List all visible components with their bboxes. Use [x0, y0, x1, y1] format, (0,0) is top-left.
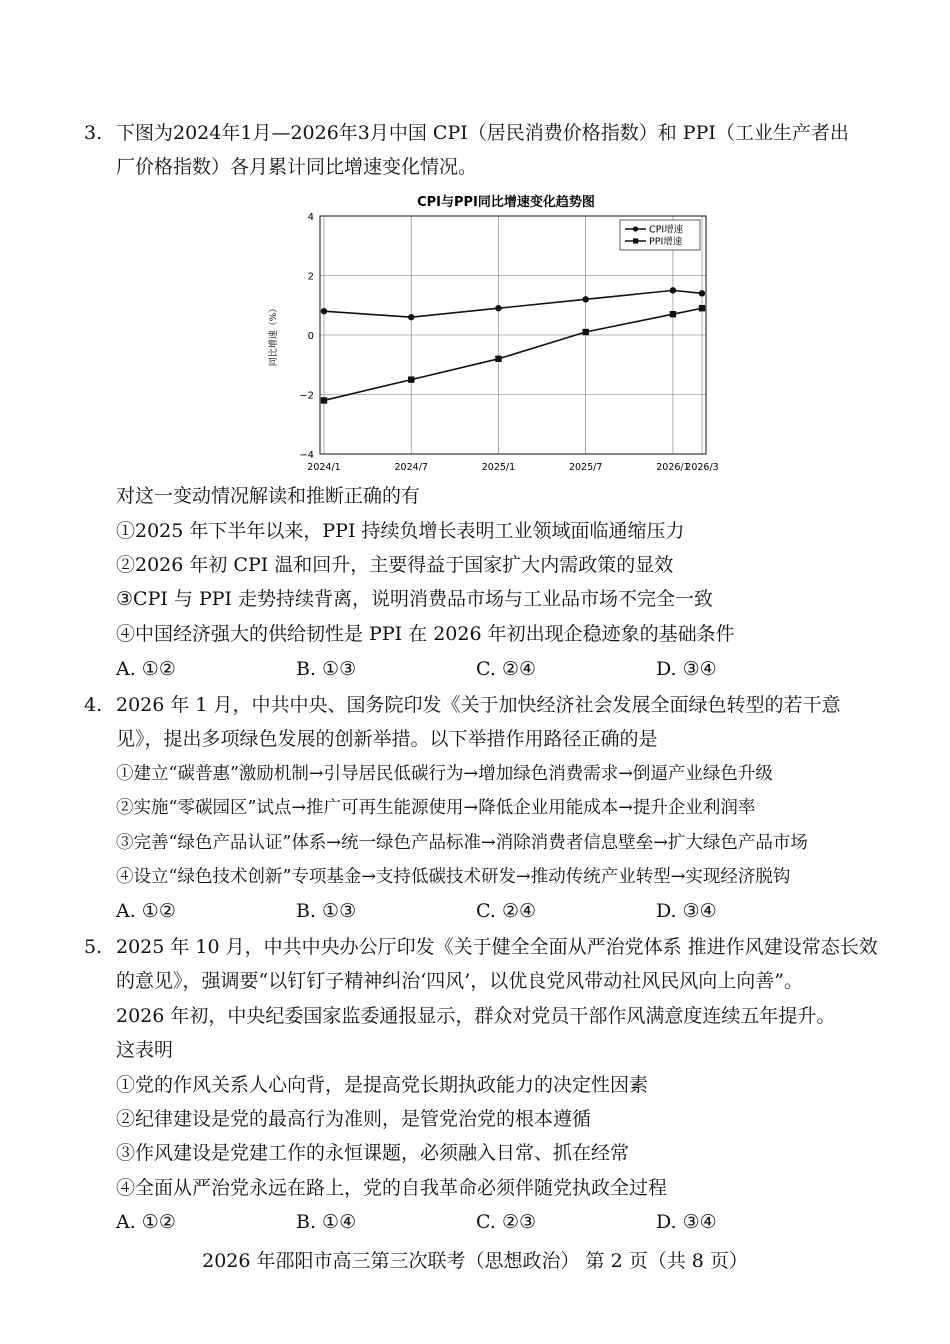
- q4-stem-line-1: 2026 年 1 月，中共中央、国务院印发《关于加快经济社会发展全面绿色转型的若干意: [116, 694, 841, 716]
- q5-stem-line-2: 的意见》，强调要“以钉钉子精神纠治‘四风’，以优良党风带动社风民风向上向善”。: [116, 970, 804, 992]
- ppi-point: [670, 311, 676, 317]
- chart-grid: [320, 216, 706, 454]
- q5-statement-4: ④全面从严治党永远在路上，党的自我革命必须伴随党执政全过程: [116, 1177, 668, 1199]
- cpi-point: [699, 290, 705, 296]
- q5-option-b: B. ①④: [296, 1211, 357, 1233]
- y-axis-label: 同比增速（%）: [269, 303, 279, 367]
- q4-statement-3: ③完善“绿色产品认证”体系→统一绿色产品标准→消除消费者信息壁垒→扩大绿色产品市场: [116, 833, 808, 853]
- q3-option-c: C. ②④: [476, 658, 537, 680]
- y-tick-label: 0: [307, 331, 314, 342]
- y-tick-label: −2: [299, 390, 314, 402]
- q5-option-c: C. ②③: [476, 1211, 537, 1233]
- ppi-point: [495, 356, 501, 362]
- q3-stem-line-1: 下图为2024年1月—2026年3月中国 CPI（居民消费价格指数）和 PPI（工业生产者出: [116, 122, 849, 144]
- q4-number: 4.: [84, 694, 103, 716]
- x-tick-label: 2024/7: [394, 462, 428, 473]
- cpi-point: [408, 314, 414, 320]
- q5-option-a: A. ①②: [116, 1211, 176, 1233]
- q5-statement-1: ①党的作风关系人心向背，是提高党长期执政能力的决定性因素: [116, 1074, 649, 1096]
- q5-statement-3: ③作风建设是党建工作的永恒课题，必须融入日常、抓在经常: [116, 1142, 630, 1164]
- ppi-point: [699, 305, 705, 311]
- ppi-point: [408, 376, 414, 382]
- cpi-ppi-chart: [262, 188, 722, 474]
- q4-statement-1: ①建立“碳普惠”激励机制→引导居民低碳行为→增加绿色消费需求→倒逼产业绿色升级: [116, 764, 773, 784]
- q3-option-a: A. ①②: [116, 658, 176, 680]
- legend-circle-marker: [633, 226, 638, 231]
- series-line-ppi: [324, 308, 702, 400]
- q4-option-c: C. ②④: [476, 900, 537, 922]
- q3-statement-4: ④中国经济强大的供给韧性是 PPI 在 2026 年初出现企稳迹象的基础条件: [116, 623, 735, 645]
- q3-prompt: 对这一变动情况解读和推断正确的有: [116, 485, 421, 507]
- q3-option-d: D. ③④: [656, 658, 717, 680]
- q5-stem-line-3: 2026 年初，中央纪委国家监委通报显示，群众对党员干部作风满意度连续五年提升。: [116, 1005, 836, 1027]
- x-tick-label: 2025/7: [568, 462, 603, 473]
- chart-title: CPI与PPI同比增速变化趋势图: [417, 195, 595, 210]
- x-tick-label: 2024/1: [307, 462, 341, 473]
- y-tick-label: −4: [299, 450, 314, 461]
- q4-option-b: B. ①③: [296, 900, 357, 922]
- cpi-point: [321, 308, 327, 314]
- chart-series: [321, 287, 705, 403]
- chart-legend: [620, 220, 700, 250]
- q4-option-d: D. ③④: [656, 900, 717, 922]
- q4-statement-2: ②实施“零碳园区”试点→推广可再生能源使用→降低企业用能成本→提升企业利润率: [116, 798, 756, 818]
- q5-option-d: D. ③④: [656, 1211, 717, 1233]
- q3-option-b: B. ①③: [296, 658, 357, 680]
- page-footer: 2026 年邵阳市高三第三次联考（思想政治） 第 2 页（共 8 页）: [202, 1250, 748, 1272]
- series-line-cpi: [324, 290, 702, 317]
- legend-square-marker: [633, 238, 638, 243]
- q5-stem-line-4: 这表明: [116, 1039, 174, 1061]
- y-axis-ticks: [299, 212, 314, 461]
- x-axis-ticks: [307, 462, 718, 473]
- ppi-point: [321, 397, 327, 403]
- q3-statement-2: ②2026 年初 CPI 温和回升，主要得益于国家扩大内需政策的显效: [116, 554, 674, 576]
- legend-label: PPI增速: [649, 236, 683, 248]
- legend-label: CPI增速: [649, 224, 684, 236]
- cpi-point: [670, 287, 676, 293]
- q3-statement-3: ③CPI 与 PPI 走势持续背离，说明消费品市场与工业品市场不完全一致: [116, 588, 714, 610]
- ppi-point: [582, 329, 588, 335]
- q5-number: 5.: [84, 936, 103, 958]
- cpi-point: [495, 305, 501, 311]
- x-tick-label: 2025/1: [481, 462, 516, 473]
- q4-stem-line-2: 见》，提出多项绿色发展的创新举措。以下举措作用路径正确的是: [116, 728, 658, 750]
- y-tick-label: 2: [307, 271, 314, 283]
- y-tick-label: 4: [307, 212, 314, 223]
- q4-option-a: A. ①②: [116, 900, 176, 922]
- x-tick-label: 2026/3: [685, 462, 719, 473]
- cpi-point: [582, 296, 588, 302]
- q3-statement-1: ①2025 年下半年以来，PPI 持续负增长表明工业领域面临通缩压力: [116, 520, 685, 542]
- q5-stem-line-1: 2025 年 10 月，中共中央办公厅印发《关于健全全面从严治党体系 推进作风建设常态长效: [116, 936, 878, 958]
- q4-statement-4: ④设立“绿色技术创新”专项基金→支持低碳技术研发→推动传统产业转型→实现经济脱钩: [116, 867, 791, 887]
- q3-number: 3.: [84, 122, 103, 144]
- q3-stem-line-2: 厂价格指数）各月累计同比增速变化情况。: [116, 156, 478, 178]
- x-tick-label: 2026/1: [656, 462, 690, 473]
- q5-statement-2: ②纪律建设是党的最高行为准则，是管党治党的根本遵循: [116, 1108, 592, 1130]
